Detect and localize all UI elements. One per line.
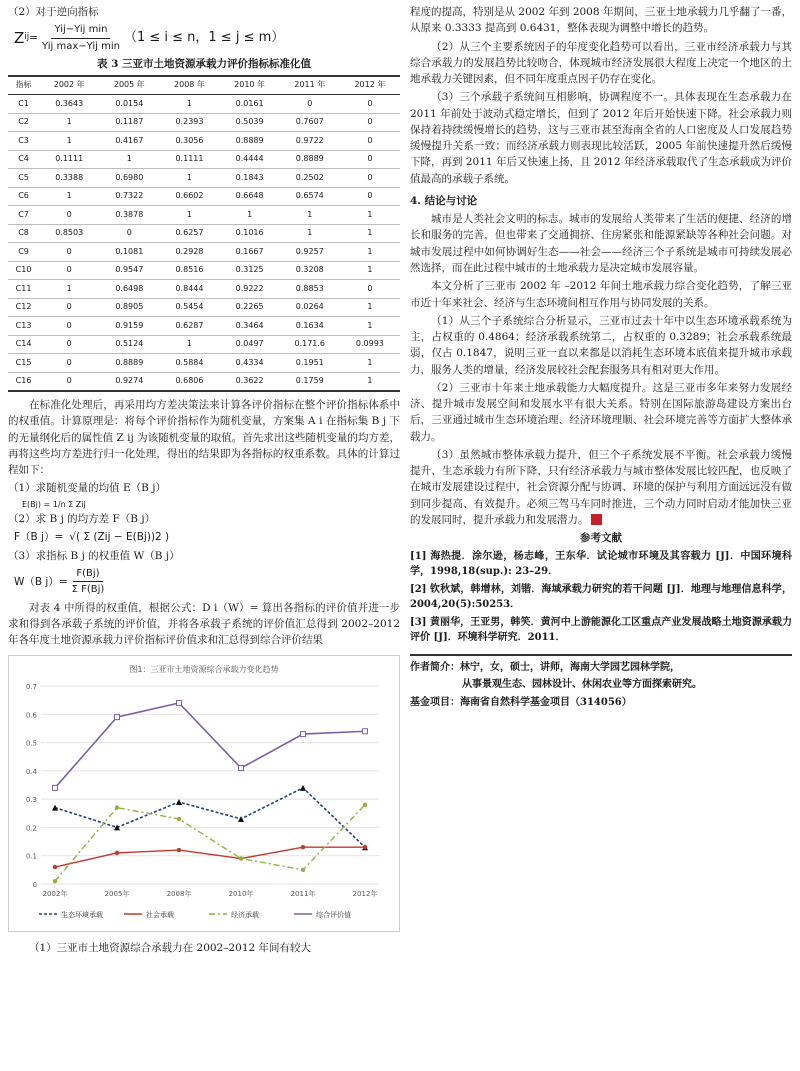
table-row: [8, 280, 400, 299]
table-cell: 0.7322: [99, 187, 159, 206]
legend-label: 社会承载: [146, 910, 174, 919]
y-tick-label: 0.2: [25, 824, 37, 833]
table-cell: C1: [8, 95, 39, 114]
x-tick-label: 2008年: [166, 889, 192, 898]
table-cell: 0: [39, 335, 99, 354]
x-tick-label: 2005年: [104, 889, 130, 898]
table-cell: 0.5884: [159, 354, 219, 373]
table-cell: C11: [8, 280, 39, 299]
table-cell: 0.8905: [99, 298, 159, 317]
table-cell: 0.8889: [220, 132, 280, 151]
series-line: [55, 847, 365, 867]
table-cell: C13: [8, 317, 39, 336]
references-heading: 参考文献: [580, 532, 622, 545]
data-point: [115, 714, 120, 719]
table-cell: 0.1111: [39, 150, 99, 169]
table-cell: 0.5124: [99, 335, 159, 354]
x-tick-label: 2010年: [228, 889, 254, 898]
end-mark-icon: [591, 514, 602, 525]
table-cell: 1: [39, 187, 99, 206]
formula-weight: [14, 566, 400, 598]
y-tick-label: 0.5: [25, 739, 37, 748]
table-cell: 0.9274: [99, 372, 159, 391]
formula-eq: =: [29, 32, 38, 45]
para-point-2: （2）从三个主要系统因子的年度变化趋势可以看出，三亚市经济承载力与其综合承载力的发展趋势比较吻合，体现城市经济发展很大程度上决定一个地区的土地承载力关键因素，但不同年度重点因子仍存在变化。: [410, 40, 792, 86]
table-cell: 0.7607: [280, 113, 340, 132]
table-cell: C9: [8, 243, 39, 262]
table-cell: 1: [340, 354, 400, 373]
standardized-values-table: [8, 75, 400, 393]
data-point: [239, 856, 243, 860]
table-cell: 0: [280, 95, 340, 114]
table-cell: 0.1634: [280, 317, 340, 336]
table-cell: 1: [340, 206, 400, 225]
author-bio-1: 作者简介：林宁，女，硕士，讲师，海南大学园艺园林学院，: [410, 661, 680, 673]
table-cell: C5: [8, 169, 39, 188]
table-cell: 1: [340, 372, 400, 391]
table-cell: 0: [340, 280, 400, 299]
table-cell: 0.0993: [340, 335, 400, 354]
table-cell: C3: [8, 132, 39, 151]
table-row: [8, 335, 400, 354]
formula-numerator: Yij−Yij min: [51, 22, 110, 39]
para-conclusion-2: （2）三亚市十年来土地承载能力大幅度提升。这是三亚市多年来努力发展经济、提升城市发展空间和发展水平有很大关系。特别在国际旅游岛建设方案出台后，三亚通过城市生态环境治理、经济环境理顺、社会环境完善等方面扩大整体承载力。: [410, 381, 792, 443]
data-point: [363, 728, 368, 733]
table-cell: C7: [8, 206, 39, 225]
y-tick-label: 0: [32, 880, 37, 889]
para-analysis: 本文分析了三亚市 2002 年 –2012 年间土地承载力综合变化趋势，了解三亚市近十年来社会、经济与生态环境间相互作用与协同发展的关系。: [410, 280, 792, 309]
variance-rhs: √( Σ (Zij − E(Bj))2 ): [69, 531, 170, 544]
table-row: [8, 95, 400, 114]
formula-range: （1 ≤ i ≤ n，1 ≤ j ≤ m）: [123, 30, 285, 46]
table-cell: 0: [39, 261, 99, 280]
table-cell: C12: [8, 298, 39, 317]
table-cell: 0.0264: [280, 298, 340, 317]
table-header-row: [8, 76, 400, 95]
table-cell: 1: [159, 95, 219, 114]
line-chart: [9, 656, 399, 929]
formula-denominator: Yij max−Yij min: [41, 40, 120, 52]
table-cell: 0.0154: [99, 95, 159, 114]
table-cell: 1: [340, 261, 400, 280]
table-cell: C6: [8, 187, 39, 206]
x-tick-label: 2002年: [42, 889, 68, 898]
table-cell: 0.2928: [159, 243, 219, 262]
data-point: [300, 784, 306, 790]
table-cell: C2: [8, 113, 39, 132]
table-cell: 0.6980: [99, 169, 159, 188]
table-cell: 0: [340, 169, 400, 188]
table-cell: 0.0497: [220, 335, 280, 354]
data-point: [53, 785, 58, 790]
table-cell: 0: [340, 95, 400, 114]
chart-title: 图1：三亚市土地资源综合承载力变化趋势: [129, 664, 279, 674]
table-cell: 1: [340, 224, 400, 243]
table-row: [8, 150, 400, 169]
table-cell: C4: [8, 150, 39, 169]
data-point: [363, 802, 367, 806]
table-cell: 0.4334: [220, 354, 280, 373]
table-cell: 0.3464: [220, 317, 280, 336]
formula-sub: ij: [24, 32, 30, 43]
divider: [410, 654, 792, 656]
table-row: [8, 169, 400, 188]
table-cell: 1: [159, 169, 219, 188]
table-cell: 0.2393: [159, 113, 219, 132]
para-continuation: 程度的提高，特别是从 2002 年到 2008 年期间，三亚土地承载力几乎翻了一番，从原来 0.3333 提高到 0.6431，整体表现为调整中增长的趋势。: [410, 6, 792, 35]
data-point: [238, 816, 244, 822]
series-line: [55, 703, 365, 788]
table-cell: 0.2265: [220, 298, 280, 317]
table-cell: 0.9222: [220, 280, 280, 299]
table-cell: 0.4444: [220, 150, 280, 169]
para-conclusion-1: （1）从三个子系统综合分析显示，三亚市过去十年中以生态环境承载系统为主，占权重的 0.4864；经济承载系统第二，占权重的 0.3289；社会承载系统最弱，仅占 0.1847，说明三亚一直以来都是以消耗生态环境本底值来提升城市承载力，服务人类的增量，经济发展较社会配套服务具有相对更大作用。: [410, 314, 792, 376]
legend-label: 经济承载: [231, 910, 259, 919]
table-cell: 1: [340, 317, 400, 336]
table-header-cell: 2008 年: [159, 76, 219, 95]
table-cell: 0: [340, 132, 400, 151]
para-point-3: （3）三个承载子系统间互相影响，协调程度不一。具体表现在生态承载力在 2011 年前处于波动式稳定增长，但到了 2012 年后开始快速下降。社会承载力则保持着持续缓慢增长的趋势，这与三亚市甚至海南全省的人口密度及人口发展趋势缓慢提升关系一致；而经济承载力则表现比较活跃，2005 年前快速提升然后缓慢下降，再到 2011 年后又快速上扬，且 2012 年经济承载取代了生态承载成为评价值最高的承载子系统。: [410, 91, 792, 185]
table-row: [8, 298, 400, 317]
table-cell: 0.171.6: [280, 335, 340, 354]
table-cell: 0.3643: [39, 95, 99, 114]
table-cell: 0.8889: [280, 150, 340, 169]
table-cell: 0.1081: [99, 243, 159, 262]
series-line: [55, 787, 365, 846]
table-cell: 0.8516: [159, 261, 219, 280]
table-cell: 1: [340, 298, 400, 317]
table-cell: 0: [39, 206, 99, 225]
data-point: [177, 816, 181, 820]
table-cell: 0.6574: [280, 187, 340, 206]
data-point: [177, 700, 182, 705]
table-cell: 0.3622: [220, 372, 280, 391]
table-cell: 0: [39, 372, 99, 391]
table-cell: 0.6648: [220, 187, 280, 206]
table-cell: 0.3208: [280, 261, 340, 280]
table-row: [8, 187, 400, 206]
table-cell: 1: [99, 150, 159, 169]
table-cell: 0.3878: [99, 206, 159, 225]
table-cell: 0.6806: [159, 372, 219, 391]
reverse-indicator-formula: [14, 22, 400, 54]
table-row: [8, 261, 400, 280]
table-cell: C14: [8, 335, 39, 354]
table-cell: C10: [8, 261, 39, 280]
method-paragraph: 在标准化处理后，再采用均方差决策法来计算各评价指标在整个评价指标体系中的权重值。计算原理是：将每个评价指标作为随机变量，方案集 A i 在指标集 B j 下的无量纲化后的属性值 Z ij 为该随机变量的取值。首先求出这些随机变量的均方差，再将这些均方差进行归一化处理，得出的结果即为各指标的权重系数。具体的计算过程如下：: [8, 399, 400, 477]
table-header-cell: 2005 年: [99, 76, 159, 95]
table-cell: 1: [220, 206, 280, 225]
table-cell: 0.8444: [159, 280, 219, 299]
table-cell: 0.2502: [280, 169, 340, 188]
data-point: [363, 845, 367, 849]
table-cell: 0: [39, 243, 99, 262]
weight-numerator: F(Bj): [73, 566, 102, 583]
table-cell: 0.9159: [99, 317, 159, 336]
table-cell: 0.1843: [220, 169, 280, 188]
table-cell: C15: [8, 354, 39, 373]
table-cell: 0: [340, 187, 400, 206]
series-line: [55, 804, 365, 880]
table-cell: C16: [8, 372, 39, 391]
table-caption: 表 3 三亚市土地资源承载力评价指标标准化值: [96, 58, 312, 71]
data-point: [115, 805, 119, 809]
formula-variance: [14, 529, 400, 545]
table-cell: 0.1759: [280, 372, 340, 391]
reference-1: [1] 海热提．涂尔逊，杨志峰，王东华．试论城市环境及其容载力 [J]．中国环境科学，1998,18(sup.): 23–29．: [410, 550, 792, 577]
table-cell: 1: [39, 280, 99, 299]
step-3: （3）求指标 B j 的权重值 W（B j）: [8, 549, 180, 562]
table-cell: 0.4167: [99, 132, 159, 151]
table-cell: 0: [39, 298, 99, 317]
reference-3: [3] 黄丽华，王亚男，韩笑．黄河中上游能源化工区重点产业发展战略土地资源承载力评价 [J]．环境科学研究．2011．: [410, 616, 792, 643]
table-row: [8, 317, 400, 336]
conclusion-start: （1）三亚市土地资源综合承载力在 2002–2012 年间有较大: [29, 941, 312, 954]
table-row: [8, 113, 400, 132]
variance-lhs: F（B j）=: [14, 531, 64, 544]
table-cell: 0: [340, 150, 400, 169]
data-point: [301, 867, 305, 871]
formula-mean: E(Bj) = 1/n Σ Zij: [22, 499, 86, 509]
para-conclusion-3-text: （3）虽然城市整体承载力提升，但三个子系统发展不平衡。社会承载力缓慢提升、生态承载力有所下降，只有经济承载力与城市整体发展比较匹配，也反映了在城市发展建设过程中，社会资源分配与协调、环境的保护与利用方面远远没有做到同步提高、有效提升。必须三驾马车同时推进，三个动力同时启动才能加快三亚的发展同时，提升承载力和发展潜力。: [410, 448, 792, 526]
author-bio-2: 从事景观生态、园林设计、休闲农业等方面探索研究。: [462, 679, 702, 690]
reference-2: [2] 钦秋斌，韩增林，刘锴．海域承载力研究的若干问题 [J]．地理与地理信息科学，2004,20(5):50253．: [410, 583, 792, 610]
weight-fraction: [72, 566, 105, 598]
table-row: [8, 372, 400, 391]
section-heading: 4. 结论与讨论: [410, 194, 478, 207]
table-cell: 1: [280, 224, 340, 243]
para-conclusion-3: [410, 447, 792, 528]
legend-label: 生态环境承载: [61, 910, 103, 919]
y-tick-label: 0.1: [25, 852, 37, 861]
table-cell: 1: [39, 113, 99, 132]
table-cell: C8: [8, 224, 39, 243]
table-cell: 0.6602: [159, 187, 219, 206]
y-tick-label: 0.7: [25, 682, 37, 691]
table-cell: 0.9547: [99, 261, 159, 280]
table-cell: 0.1951: [280, 354, 340, 373]
table-cell: 1: [159, 335, 219, 354]
table-cell: 1: [340, 243, 400, 262]
table-row: [8, 132, 400, 151]
weight-denominator: Σ F(Bj): [71, 584, 105, 596]
table-cell: 0.5039: [220, 113, 280, 132]
table-header-cell: 指标: [8, 76, 39, 95]
table-cell: 0.6257: [159, 224, 219, 243]
step-1: （1）求随机变量的均值 E（B j）: [8, 482, 166, 495]
table-cell: 1: [159, 206, 219, 225]
table-header-cell: 2012 年: [340, 76, 400, 95]
legend-label: 综合评价值: [316, 910, 351, 919]
x-tick-label: 2011年: [290, 889, 316, 898]
right-column: [410, 4, 792, 712]
data-point: [301, 731, 306, 736]
table-cell: 0: [340, 113, 400, 132]
table-cell: 0.0161: [220, 95, 280, 114]
table-header-cell: 2002 年: [39, 76, 99, 95]
table-cell: 0: [39, 317, 99, 336]
step-2: （2）求 B j 的均方差 F（B j）: [8, 513, 156, 526]
table-cell: 1: [280, 206, 340, 225]
y-tick-label: 0.3: [25, 795, 37, 804]
table-cell: 1: [39, 132, 99, 151]
table-cell: 0: [39, 354, 99, 373]
weight-lhs: W（B j）=: [14, 575, 68, 588]
table-cell: 0.3125: [220, 261, 280, 280]
table-header-cell: 2010 年: [220, 76, 280, 95]
table-cell: 0.8889: [99, 354, 159, 373]
table-cell: 0.3388: [39, 169, 99, 188]
table-cell: 0.9257: [280, 243, 340, 262]
data-point: [239, 765, 244, 770]
table-cell: 0.1111: [159, 150, 219, 169]
y-tick-label: 0.6: [25, 710, 37, 719]
formula-lhs: Z: [14, 28, 25, 47]
table-cell: 0.5454: [159, 298, 219, 317]
table-cell: 0.1667: [220, 243, 280, 262]
formula-fraction: [42, 22, 120, 54]
table-cell: 0.3056: [159, 132, 219, 151]
left-column: [8, 4, 400, 958]
table-cell: 0.8503: [39, 224, 99, 243]
table-row: [8, 206, 400, 225]
chart-container: [8, 655, 400, 932]
y-tick-label: 0.4: [25, 767, 37, 776]
table-cell: 0.8853: [280, 280, 340, 299]
table-cell: 0.6498: [99, 280, 159, 299]
table-header-cell: 2011 年: [280, 76, 340, 95]
table-row: [8, 224, 400, 243]
table-cell: 0.9722: [280, 132, 340, 151]
table-cell: 0.1187: [99, 113, 159, 132]
table-cell: 0.1016: [220, 224, 280, 243]
data-point: [177, 847, 181, 851]
data-point: [53, 879, 57, 883]
table-cell: 0: [99, 224, 159, 243]
table-body: [8, 95, 400, 392]
table-cell: 0.6287: [159, 317, 219, 336]
table-row: [8, 243, 400, 262]
fund-info: 基金项目：海南省自然科学基金项目（314056）: [410, 696, 632, 708]
para-intro: 城市是人类社会文明的标志。城市的发展给人类带来了生活的便捷、经济的增长和服务的完善，但也带来了交通拥挤、住房紧张和能源紧缺等各种社会问题。对城市发展过程中如何协调好生态——社会——经济三个子系统是城市可持续发展必然选择，而在此过程中城市的土地承载力是决定城市发展容量。: [410, 213, 792, 274]
item-2-label: （2）对于逆向指标: [8, 6, 99, 18]
table-row: [8, 354, 400, 373]
x-tick-label: 2012年: [352, 889, 378, 898]
data-point: [53, 864, 57, 868]
aggregation-paragraph: 对表 4 中所得的权重值，根据公式：D i（W）= 算出各指标的评价值并进一步求和得到各承载子系统的评价值，并将各承载子系统的评价值汇总得到 2002–2012 年各年度土地资源承载力评价指标评价值求和汇总得到综合评价结果: [8, 601, 400, 647]
data-point: [301, 845, 305, 849]
data-point: [115, 850, 119, 854]
